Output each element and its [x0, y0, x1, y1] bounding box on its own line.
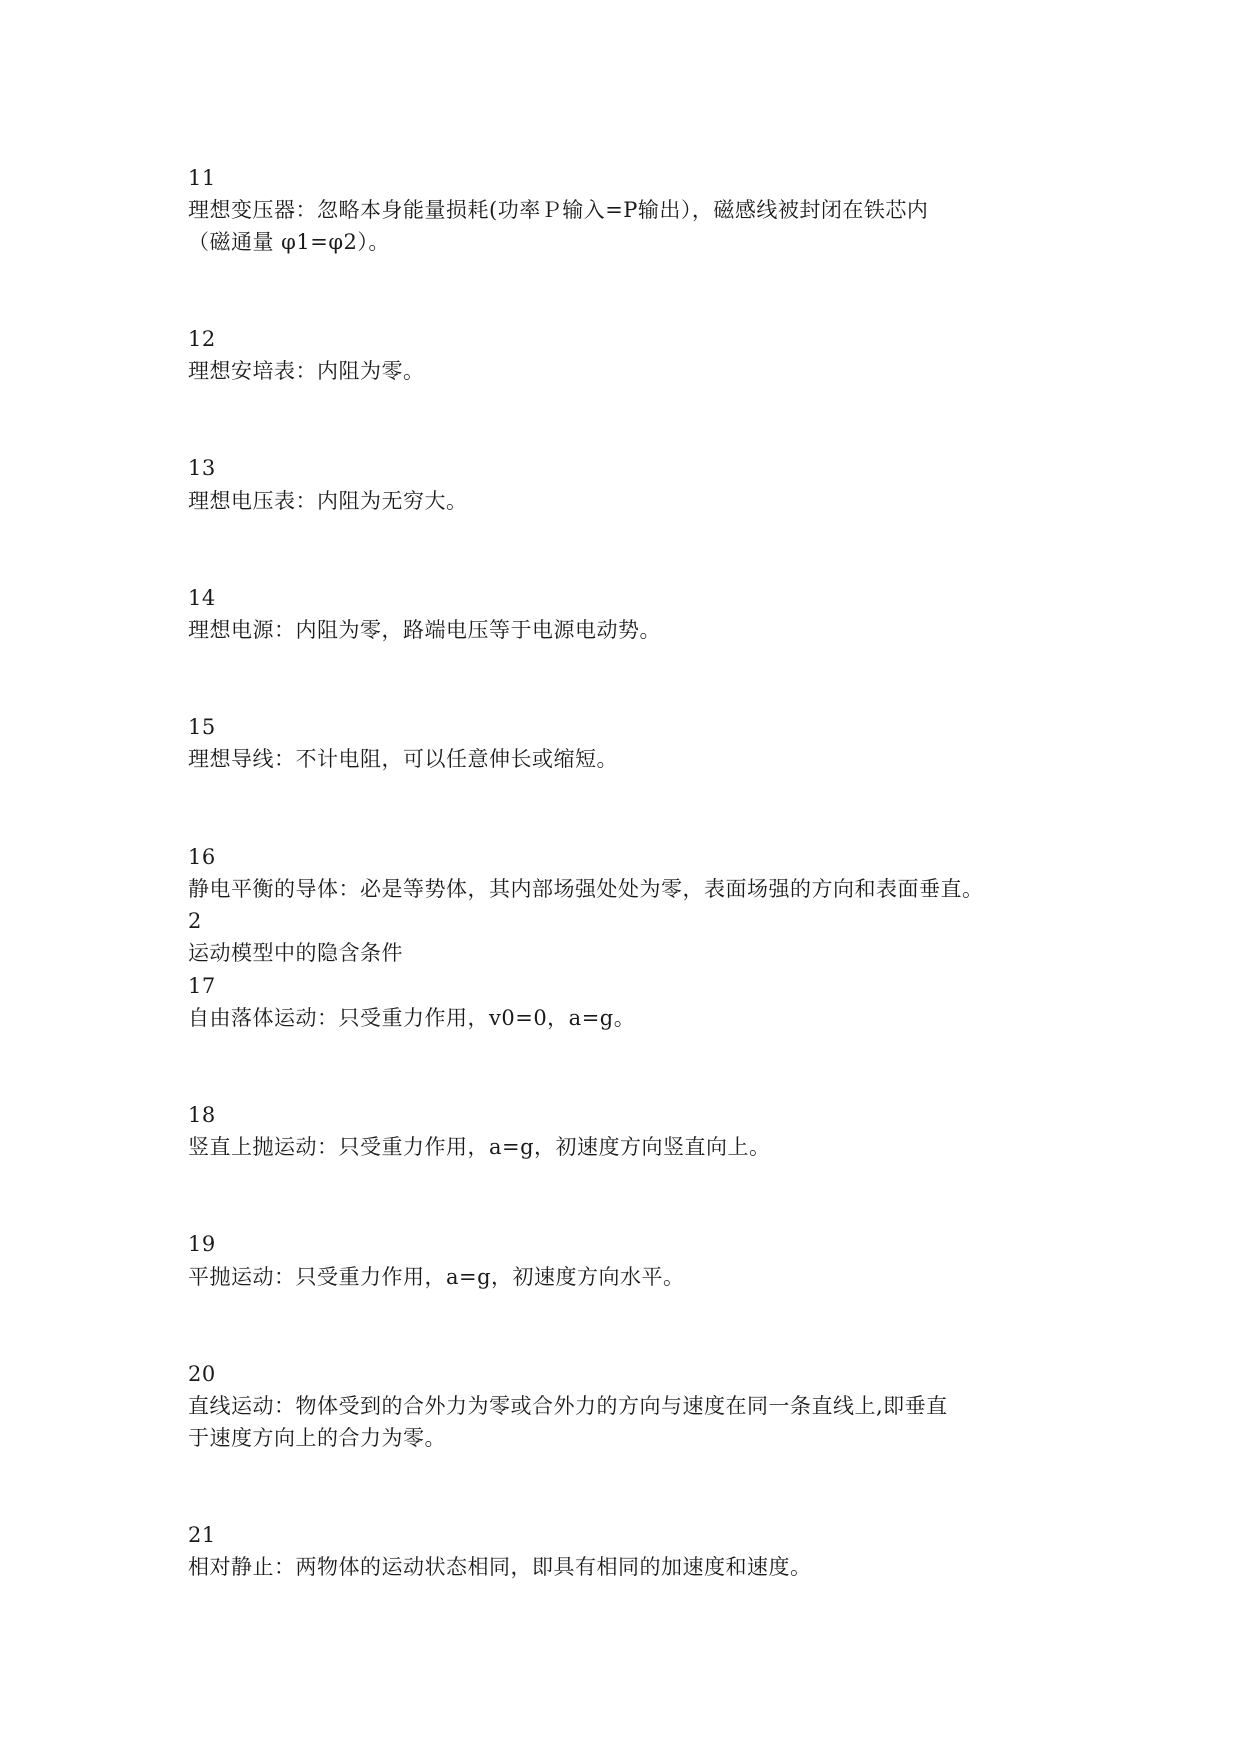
item-number: 19 [188, 1232, 216, 1256]
item-number: 13 [188, 456, 216, 480]
item-text: 理想导线：不计电阻，可以任意伸长或缩短。 [188, 747, 618, 771]
item-text: 自由落体运动：只受重力作用，v0=0，a=g。 [188, 1006, 636, 1030]
item-text: 直线运动：物体受到的合外力为零或合外力的方向与速度在同一条直线上,即垂直 [188, 1394, 948, 1418]
item-text: 静电平衡的导体：必是等势体，其内部场强处处为零，表面场强的方向和表面垂直。 [188, 877, 984, 901]
section-number: 2 [188, 909, 202, 933]
item-number: 14 [188, 586, 216, 610]
item-text: 理想电压表：内阻为无穷大。 [188, 489, 468, 513]
item-text: 理想安培表：内阻为零。 [188, 359, 425, 383]
item-number: 20 [188, 1362, 216, 1386]
item-text: 理想电源：内阻为零，路端电压等于电源电动势。 [188, 618, 661, 642]
item-text: 理想变压器：忽略本身能量损耗(功率Ｐ输入=P输出），磁感线被封闭在铁芯内 [188, 198, 929, 222]
item-number: 16 [188, 845, 216, 869]
item-number: 17 [188, 974, 216, 998]
item-number: 18 [188, 1103, 216, 1127]
item-text: 平抛运动：只受重力作用，a=g，初速度方向水平。 [188, 1265, 685, 1289]
item-text: 相对静止：两物体的运动状态相同，即具有相同的加速度和速度。 [188, 1555, 812, 1579]
item-number: 21 [188, 1523, 216, 1547]
item-number: 11 [188, 166, 216, 190]
item-number: 12 [188, 327, 216, 351]
item-text: 竖直上抛运动：只受重力作用，a=g，初速度方向竖直向上。 [188, 1135, 771, 1159]
section-title: 运动模型中的隐含条件 [188, 941, 403, 965]
item-number: 15 [188, 715, 216, 739]
item-text: 于速度方向上的合力为零。 [188, 1426, 446, 1450]
item-text: （磁通量 φ1=φ2）。 [188, 230, 390, 254]
